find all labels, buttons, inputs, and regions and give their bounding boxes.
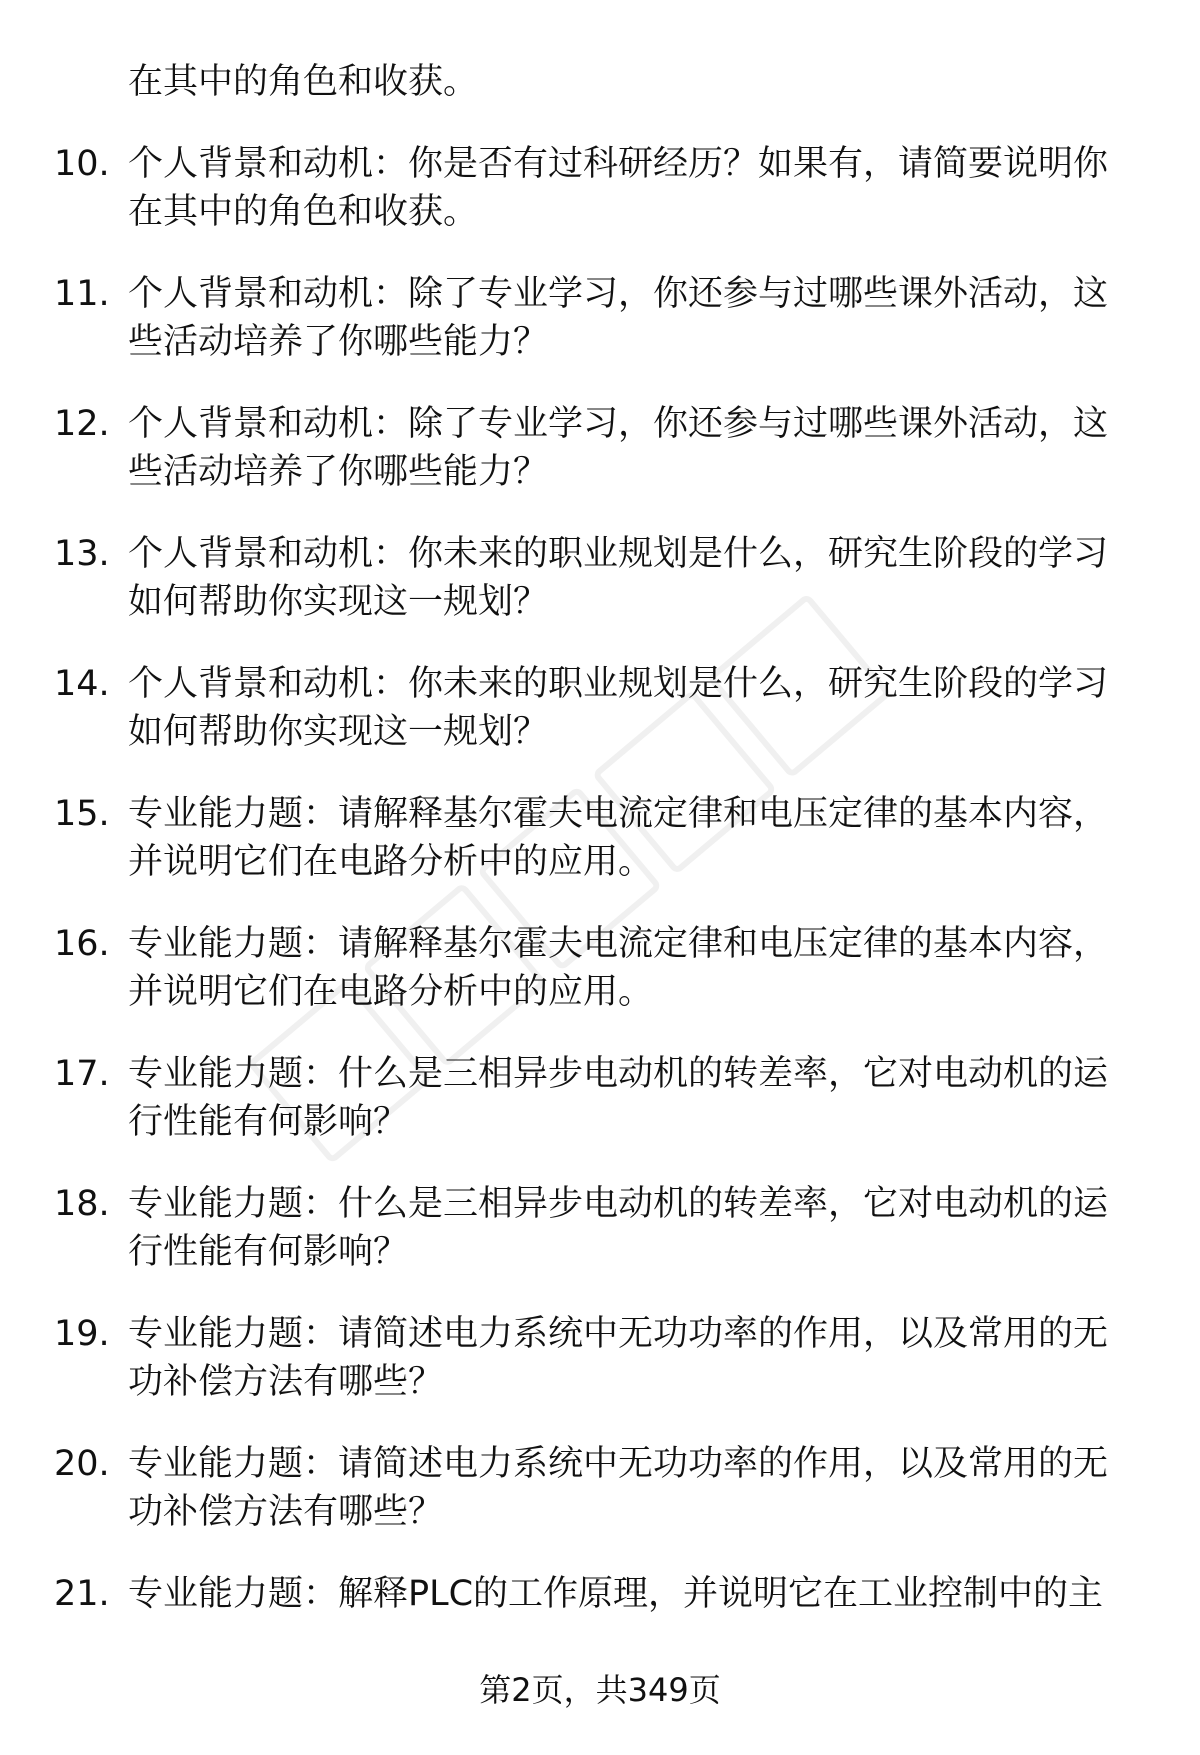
- question-number: 19.: [54, 1314, 110, 1354]
- question-line: 在其中的角色和收获。: [128, 192, 479, 232]
- page-number-label: 第2页，共349页: [479, 1671, 721, 1709]
- question-line: 并说明它们在电路分析中的应用。: [128, 842, 654, 882]
- question-number: 17.: [54, 1054, 110, 1094]
- question-line: 个人背景和动机：除了专业学习，你还参与过哪些课外活动，这: [128, 404, 1109, 444]
- question-line: 并说明它们在电路分析中的应用。: [128, 972, 654, 1012]
- question-line: 如何帮助你实现这一规划？: [128, 582, 549, 622]
- question-line: 个人背景和动机：你未来的职业规划是什么，研究生阶段的学习: [128, 664, 1109, 704]
- page-footer: [0, 1668, 1200, 1712]
- continued-text: 在其中的角色和收获。: [128, 62, 479, 102]
- question-text: [128, 1050, 1138, 1146]
- question-line: 专业能力题：解释PLC的工作原理，并说明它在工业控制中的主: [128, 1574, 1104, 1614]
- question-line: 专业能力题：什么是三相异步电动机的转差率，它对电动机的运: [128, 1184, 1109, 1224]
- question-item: [0, 1570, 1200, 1618]
- question-line: 行性能有何影响？: [128, 1102, 409, 1142]
- question-number: 16.: [54, 924, 110, 964]
- question-line: 如何帮助你实现这一规划？: [128, 712, 549, 752]
- question-text: [128, 270, 1138, 366]
- question-text: [128, 400, 1138, 496]
- question-line: 些活动培养了你哪些能力？: [128, 452, 549, 492]
- question-item: [0, 1050, 1200, 1146]
- question-number: 21.: [54, 1574, 110, 1614]
- question-line: 功补偿方法有哪些？: [128, 1492, 444, 1532]
- question-line: 专业能力题：请简述电力系统中无功功率的作用，以及常用的无: [128, 1314, 1109, 1354]
- question-line: 些活动培养了你哪些能力？: [128, 322, 549, 362]
- question-item: [0, 1310, 1200, 1406]
- question-item: [0, 920, 1200, 1016]
- question-item: [0, 140, 1200, 236]
- question-line: 专业能力题：请解释基尔霍夫电流定律和电压定律的基本内容，: [128, 924, 1109, 964]
- question-item: [0, 270, 1200, 366]
- question-number: 10.: [54, 144, 110, 184]
- question-number: 14.: [54, 664, 110, 704]
- question-item: [0, 400, 1200, 496]
- question-number: 15.: [54, 794, 110, 834]
- question-text: [128, 790, 1138, 886]
- question-number: 18.: [54, 1184, 110, 1224]
- question-item: [0, 660, 1200, 756]
- question-list: [0, 58, 1200, 1618]
- question-item: [0, 790, 1200, 886]
- question-text: [128, 920, 1138, 1016]
- question-text: [128, 1570, 1138, 1618]
- question-text: [128, 1440, 1138, 1536]
- question-number: 20.: [54, 1444, 110, 1484]
- question-item: [0, 1440, 1200, 1536]
- question-text: [128, 140, 1138, 236]
- question-text: [128, 660, 1138, 756]
- question-number: 11.: [54, 274, 110, 314]
- question-line: 专业能力题：请简述电力系统中无功功率的作用，以及常用的无: [128, 1444, 1109, 1484]
- question-text: [128, 1310, 1138, 1406]
- question-line: 个人背景和动机：你是否有过科研经历？如果有，请简要说明你: [128, 144, 1109, 184]
- question-text: [128, 1180, 1138, 1276]
- question-item: [0, 530, 1200, 626]
- question-line: 行性能有何影响？: [128, 1232, 409, 1272]
- question-line: 专业能力题：请解释基尔霍夫电流定律和电压定律的基本内容，: [128, 794, 1109, 834]
- question-number: 13.: [54, 534, 110, 574]
- question-line: 个人背景和动机：除了专业学习，你还参与过哪些课外活动，这: [128, 274, 1109, 314]
- question-text: [128, 530, 1138, 626]
- question-line: 个人背景和动机：你未来的职业规划是什么，研究生阶段的学习: [128, 534, 1109, 574]
- question-line: 功补偿方法有哪些？: [128, 1362, 444, 1402]
- question-item: [0, 1180, 1200, 1276]
- question-number: 12.: [54, 404, 110, 444]
- question-line: 专业能力题：什么是三相异步电动机的转差率，它对电动机的运: [128, 1054, 1109, 1094]
